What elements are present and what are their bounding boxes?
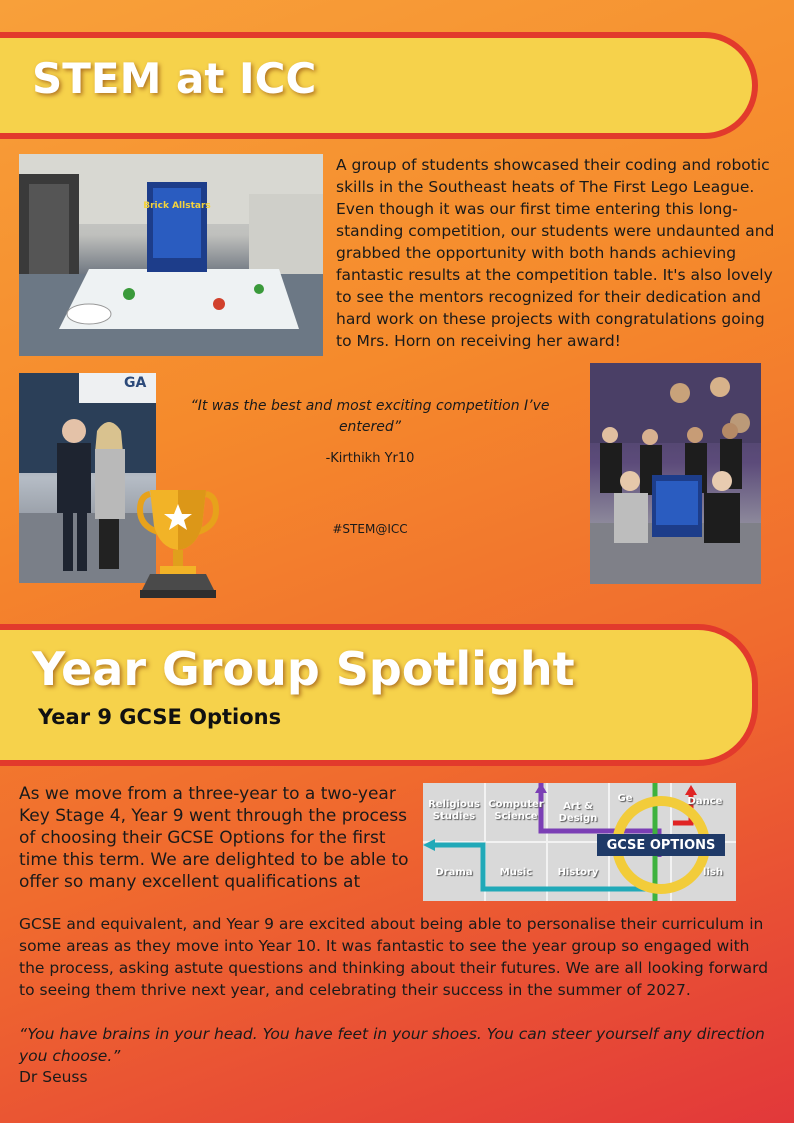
stem-hashtag: #STEM@ICC bbox=[332, 522, 408, 536]
gcse-options-graphic bbox=[423, 783, 736, 901]
spotlight-paragraph-continued: GCSE and equivalent, and Year 9 are excited about being able to personalise their curriculum in some areas as they move into Year 10. It was fantastic to see the year group so engaged with the process, asking astute questions and thinking about their futures. We are all looking forward to seeing them thrive next year, and celebrating their success in the summer of 2027. bbox=[19, 915, 769, 999]
subject-english: lish bbox=[703, 867, 723, 878]
subject-dance: Dance bbox=[687, 796, 723, 807]
stem-title: STEM at ICC bbox=[32, 54, 317, 103]
photo-sign-text: Brick Allstars bbox=[143, 201, 211, 211]
student-quote: “It was the best and most exciting competition I’ve entered” bbox=[190, 398, 550, 435]
stem-paragraph: A group of students showcased their coding and robotic skills in the Southeast heats of The First Lego League. Even though it was our first time entering this long-standing competition, our students were undaunted and grabbed the opportunity with both hands achieving fantastic results at the competition table. It's also lovely to see the mentors recognized for their dedication and hard work on these projects with congratulations going to Mrs. Horn on receiving her award! bbox=[336, 156, 775, 350]
student-quote-attribution: -Kirthikh Yr10 bbox=[325, 451, 415, 466]
seuss-quote-attribution: Dr Seuss bbox=[19, 1068, 88, 1086]
seuss-quote: “You have brains in your head. You have feet in your shoes. You can steer yourself any direction you choose.” bbox=[19, 1025, 765, 1065]
subject-drama: Drama bbox=[435, 867, 473, 878]
gcse-options-label: GCSE OPTIONS bbox=[597, 834, 725, 856]
subject-art-design: Art & Design bbox=[558, 801, 598, 824]
subject-history: History bbox=[557, 867, 599, 878]
lego-league-competition-photo bbox=[19, 154, 323, 356]
spotlight-paragraph-intro: As we move from a three-year to a two-year Key Stage 4, Year 9 went through the process of choosing their GCSE Options for the first time this term. We are delighted to be able to offer so many excellent qualifications at bbox=[19, 784, 409, 892]
trophy-icon bbox=[136, 486, 220, 600]
subject-ge: Ge bbox=[617, 793, 633, 804]
team-group-photo bbox=[590, 363, 761, 584]
spotlight-subtitle: Year 9 GCSE Options bbox=[38, 705, 282, 729]
spotlight-title: Year Group Spotlight bbox=[32, 642, 575, 696]
photo-banner-text: GA bbox=[124, 375, 147, 391]
subject-religious-studies: Religious Studies bbox=[428, 799, 480, 822]
subject-computer-science: Computer Science bbox=[488, 799, 544, 822]
subject-music: Music bbox=[499, 867, 533, 878]
